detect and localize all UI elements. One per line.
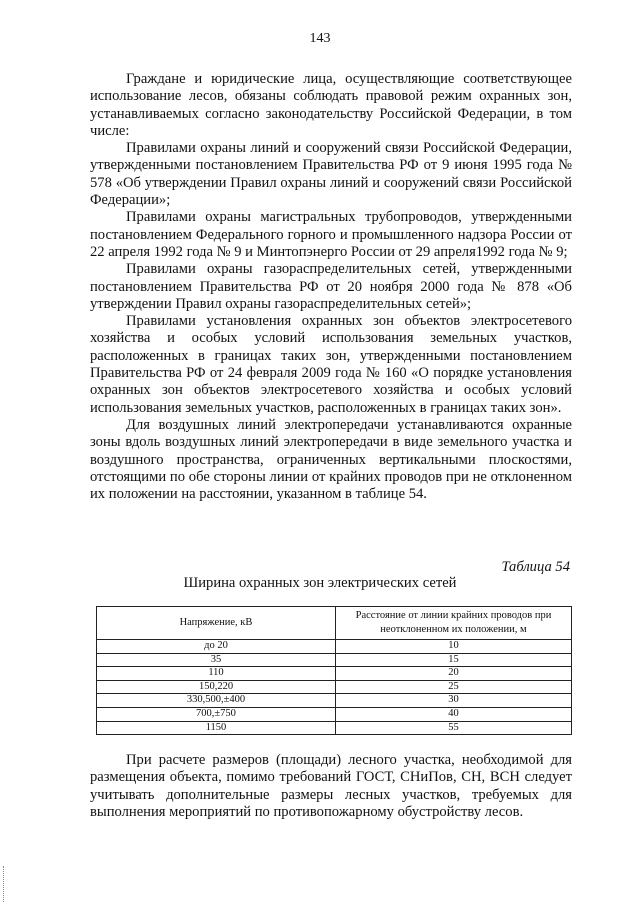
table-header-row xyxy=(97,607,572,640)
paragraph-gas-networks: Правилами охраны газораспределительных сетей, утвержденными постановлением Правительства РФ от 20 ноября 2000 года № 878 «Об утверждении Правил охраны газораспределительных сетей»; xyxy=(90,261,572,312)
paragraph-pipelines: Правилами охраны магистральных трубопроводов, утвержденными постановлением Федерального горного и промышленного надзора России от 22 апреля 1992 года № 9 и Минтопэнерго России от 29 апреля1992 года № 9; xyxy=(90,209,572,260)
voltage-cell: 1150 xyxy=(97,721,336,735)
table-row xyxy=(97,653,572,667)
paragraph-power-grid: Правилами установления охранных зон объектов электросетевого хозяйства и особых условий использования земельных участков, расположенных в границах таких зон, утвержденными постановлением Правительства РФ от 24 февраля 2009 года № 160 «О порядке установления охранных зон объектов электросетевого хозяйства и особых условий использования земельных участков, расположенных в границах таких зон». xyxy=(90,313,572,416)
distance-cell: 25 xyxy=(336,680,572,694)
distance-cell: 55 xyxy=(336,721,572,735)
distance-cell: 10 xyxy=(336,640,572,654)
table-title: Ширина охранных зон электрических сетей xyxy=(183,575,457,591)
table-row xyxy=(97,694,572,708)
table-reference: Таблица 54 xyxy=(501,559,570,575)
header-voltage: Напряжение, кВ xyxy=(97,607,336,640)
voltage-cell: 110 xyxy=(97,667,336,681)
paragraph-closing: При расчете размеров (площади) лесного участка, необходимой для размещения объекта, помимо требований ГОСТ, СНиПов, СН, ВСН следует учитывать дополнительные размеры лесных участков, требуемых для выполнения мероприятий по противопожарному обустройству лесов. xyxy=(90,752,572,820)
table-row xyxy=(97,721,572,735)
protection-zone-table xyxy=(96,606,572,735)
body-text xyxy=(90,71,572,503)
voltage-cell: 150,220 xyxy=(97,680,336,694)
paragraph-overhead-lines: Для воздушных линий электропередачи устанавливаются охранные зоны вдоль воздушных линий электропередачи в виде земельного участка и воздушного пространства, ограниченных вертикальными плоскостями, отстоящими по обе стороны линии от крайних проводов при не отклоненном их положении на расстоянии, указанном в таблице 54. xyxy=(90,416,572,503)
closing-text xyxy=(90,752,572,821)
voltage-cell: 700,±750 xyxy=(97,707,336,721)
scan-margin-mark xyxy=(3,866,6,902)
table-row xyxy=(97,640,572,654)
voltage-cell: до 20 xyxy=(97,640,336,654)
header-distance: Расстояние от линии крайних проводов при неотклоненном их положении, м xyxy=(336,607,572,640)
voltage-cell: 35 xyxy=(97,653,336,667)
table-row xyxy=(97,680,572,694)
table-row xyxy=(97,707,572,721)
voltage-cell: 330,500,±400 xyxy=(97,694,336,708)
page-number: 143 xyxy=(309,31,331,46)
table-row xyxy=(97,667,572,681)
distance-cell: 40 xyxy=(336,707,572,721)
paragraph-intro: Граждане и юридические лица, осуществляющие соответствующее использование лесов, обязаны соблюдать правовой режим охранных зон, устанавливаемых согласно законодательству Российской Федерации, в том числе: xyxy=(90,71,572,139)
paragraph-communication-lines: Правилами охраны линий и сооружений связи Российской Федерации, утвержденными постановлением Правительства РФ от 9 июня 1995 года № 578 «Об утверждении Правил охраны линий и сооружений связи Российской Федерации»; xyxy=(90,140,572,209)
distance-cell: 30 xyxy=(336,694,572,708)
distance-cell: 20 xyxy=(336,667,572,681)
distance-cell: 15 xyxy=(336,653,572,667)
